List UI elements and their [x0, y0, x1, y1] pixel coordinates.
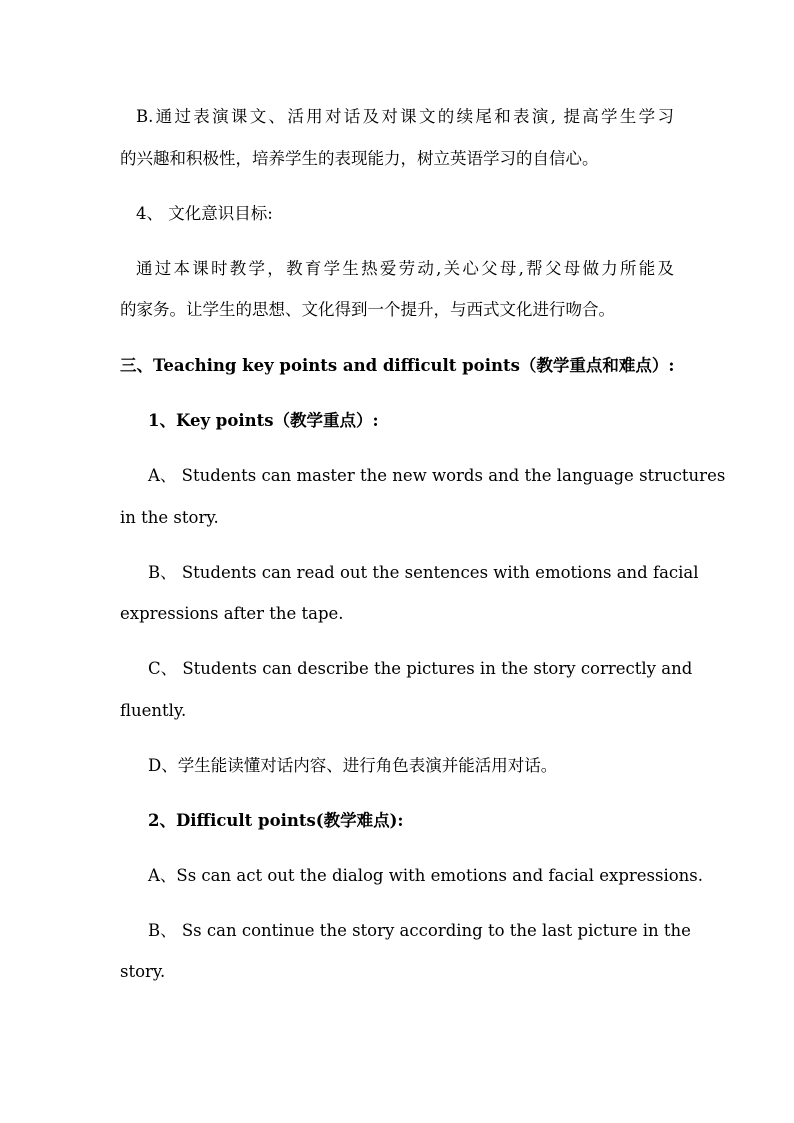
section-heading: 4、 文化意识目标:	[136, 204, 273, 223]
list-item: B、 Ss can continue the story according to the last picture in the	[148, 921, 691, 940]
subsection-heading: 1、Key points（教学重点）:	[148, 411, 379, 430]
list-item: C、 Students can describe the pictures in the story correctly and	[148, 659, 693, 678]
list-item-continuation: fluently.	[120, 701, 187, 720]
subsection-heading: 2、Difficult points(教学难点):	[148, 811, 404, 830]
list-item-continuation: story.	[120, 962, 166, 981]
list-item: D、学生能读懂对话内容、进行角色表演并能活用对话。	[148, 756, 558, 775]
paragraph-line: B.通过表演课文、活用对话及对课文的续尾和表演, 提高学生学习	[136, 107, 674, 126]
section-heading: 三、Teaching key points and difficult points（教学重点和难点）:	[120, 356, 675, 375]
paragraph-line: 的兴趣和积极性，培养学生的表现能力，树立英语学习的自信心。	[120, 149, 599, 168]
list-item-continuation: in the story.	[120, 508, 219, 527]
list-item: A、Ss can act out the dialog with emotions and facial expressions.	[148, 866, 704, 885]
list-item-continuation: expressions after the tape.	[120, 604, 344, 623]
paragraph-line: 通过本课时教学，教育学生热爱劳动,关心父母,帮父母做力所能及	[136, 259, 674, 278]
paragraph-line: 的家务。让学生的思想、文化得到一个提升，与西式文化进行吻合。	[120, 300, 615, 319]
list-item: B、 Students can read out the sentences with emotions and facial	[148, 563, 699, 582]
list-item: A、 Students can master the new words and the language structures	[148, 466, 726, 485]
